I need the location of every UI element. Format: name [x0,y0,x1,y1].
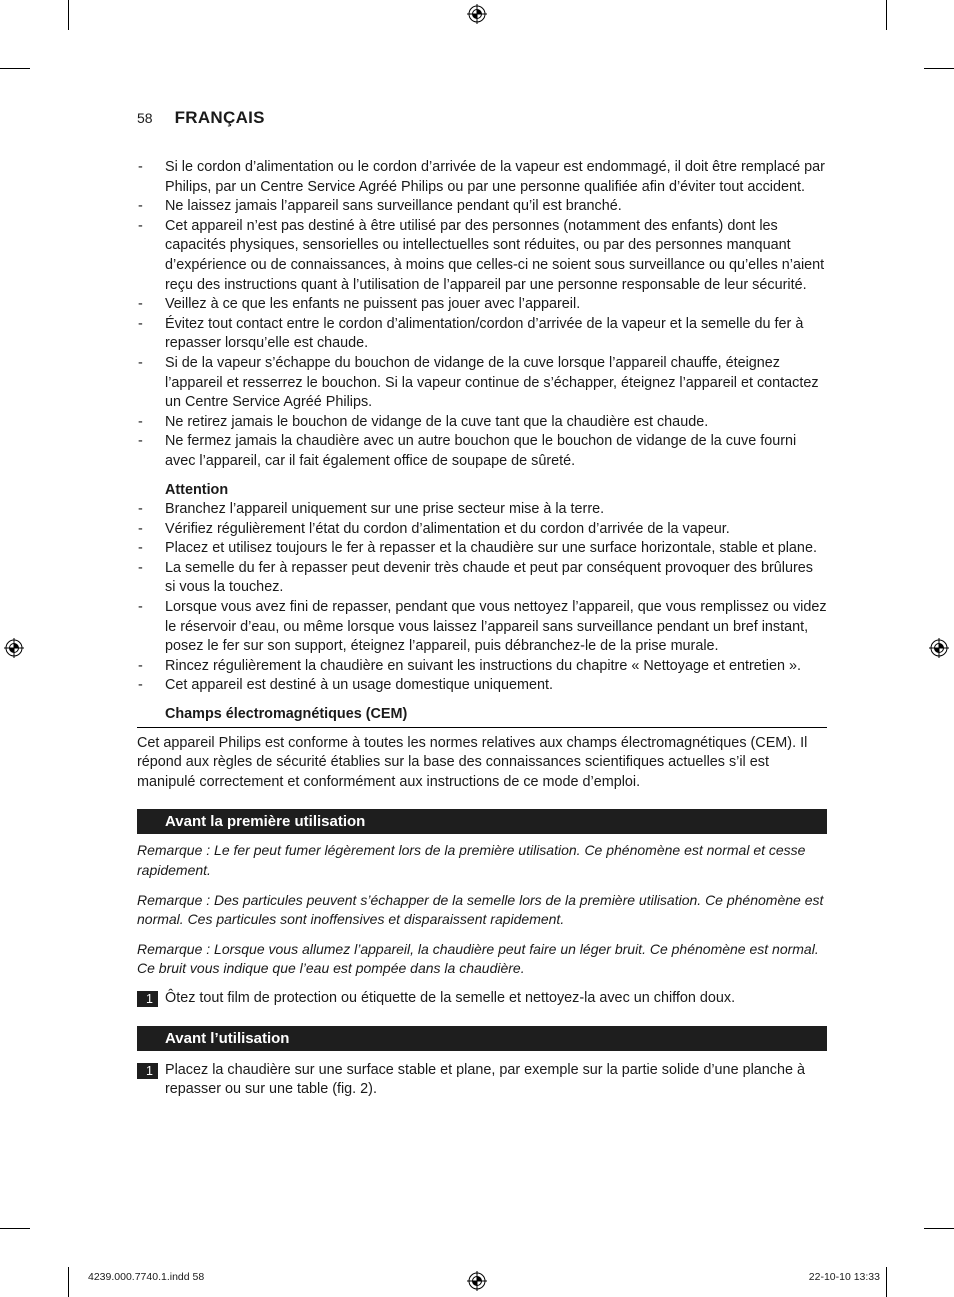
list-item: - Rincez régulièrement la chaudière en suivant les instructions du chapitre « Nettoyage et entretien ». [137,657,827,677]
list-item: - Si le cordon d’alimentation ou le cordon d’arrivée de la vapeur est endommagé, il doit être remplacé par Philips, par un Centre Service Agréé Philips ou par une personne qualifiée afin d’éviter tout accident. [137,158,827,197]
crop-mark [886,1267,887,1297]
crop-mark [924,1228,954,1229]
step [137,989,827,1009]
list-item: - Vérifiez régulièrement l’état du cordon d’alimentation et du cordon d’arrivée de la vapeur. [137,520,827,540]
section-bar-usage: Avant l’utilisation [137,1026,827,1051]
crop-mark [0,1228,30,1229]
note: Remarque : Lorsque vous allumez l’appareil, la chaudière peut faire un léger bruit. Ce phénomène est normal. Ce bruit vous indique que l’eau est pompée dans la chaudière. [137,940,819,977]
list-item: - Lorsque vous avez fini de repasser, pendant que vous nettoyez l’appareil, que vous remplissez ou videz le réservoir d’eau, ou même lorsque vous laissez l’appareil sans surveillance pendant un bref instant, posez le fer sur son support, éteignez l’appareil, puis débranchez-le de la prise murale. [137,598,827,657]
registration-mark-icon [466,1270,488,1292]
note: Remarque : Le fer peut fumer légèrement lors de la première utilisation. Ce phénomène est normal et cesse rapidement. [137,842,806,878]
crop-mark [68,1267,69,1297]
list-item: - La semelle du fer à repasser peut devenir très chaude et peut par conséquent provoquer des brûlures si vous la touchez. [137,559,827,598]
safety-list [137,158,827,472]
crop-mark [924,68,954,69]
note: Remarque : Des particules peuvent s’échapper de la semelle lors de la première utilisation. Ce phénomène est normal. Ces particules sont inoffensives et disparaissent rapidement. [137,891,824,928]
footer-filename: 4239.000.7740.1.indd 58 [88,1271,205,1283]
page-number: 58 [137,110,153,126]
cem-heading: Champs électromagnétiques (CEM) [137,705,827,728]
step-number: 1 [137,1063,158,1079]
step-text: Ôtez tout film de protection ou étiquette de la semelle et nettoyez-la avec un chiffon doux. [165,989,736,1006]
registration-mark-icon [928,637,950,659]
list-item: - Veillez à ce que les enfants ne puissent pas jouer avec l’appareil. [137,295,827,315]
crop-mark [68,0,69,30]
step-number: 1 [137,991,158,1007]
list-item: - Placez et utilisez toujours le fer à repasser et la chaudière sur une surface horizontale, stable et plane. [137,539,827,559]
registration-mark-icon [466,3,488,25]
footer-datetime: 22-10-10 13:33 [808,1271,880,1283]
cem-paragraph: Cet appareil Philips est conforme à toutes les normes relatives aux champs électromagnétiques (CEM). Il répond aux règles de sécurité établies sur la base des connaissances scientifiques actuelles s’il est manipulé correctement et conformément aux instructions de ce mode d’emploi. [137,734,808,790]
list-item: - Cet appareil est destiné à un usage domestique uniquement. [137,676,827,696]
crop-mark [886,0,887,30]
page-header [137,108,265,128]
list-item: - Ne retirez jamais le bouchon de vidange de la cuve tant que la chaudière est chaude. [137,413,827,433]
attention-list [137,500,827,696]
list-item: - Évitez tout contact entre le cordon d’alimentation/cordon d’arrivée de la vapeur et la semelle du fer à repasser lorsqu’elle est chaude. [137,315,827,354]
list-item: - Si de la vapeur s’échappe du bouchon de vidange de la cuve lorsque l’appareil chauffe, éteignez l’appareil et resserrez le bouchon. Si la vapeur continue de s’échapper, éteignez l’appareil et contactez un Centre Service Agréé Philips. [137,354,827,413]
section-bar-first-use: Avant la première utilisation [137,809,827,834]
page-content [137,158,827,1100]
registration-mark-icon [3,637,25,659]
list-item: - Cet appareil n’est pas destiné à être utilisé par des personnes (notamment des enfants) dont les capacités physiques, sensorielles ou intellectuelles sont réduites, ou par des personnes manquant d’expérience ou de connaissances, à moins que celles-ci ne soient sous surveillance ou qu’elles n’aient reçu des instructions quant à l’utilisation de l’appareil par une personne responsable de leur sécurité. [137,217,827,295]
language-title: FRANÇAIS [174,108,265,127]
step-text: Placez la chaudière sur une surface stable et plane, par exemple sur la partie solide d’une planche à repasser ou sur une table (fig. 2). [165,1061,805,1098]
list-item: - Branchez l’appareil uniquement sur une prise secteur mise à la terre. [137,500,827,520]
step [137,1061,827,1100]
list-item: - Ne fermez jamais la chaudière avec un autre bouchon que le bouchon de vidange de la cuve fourni avec l’appareil, car il fait également office de soupape de sûreté. [137,432,827,471]
crop-mark [0,68,30,69]
list-item: - Ne laissez jamais l’appareil sans surveillance pendant qu’il est branché. [137,197,827,217]
attention-heading: Attention [165,481,229,498]
